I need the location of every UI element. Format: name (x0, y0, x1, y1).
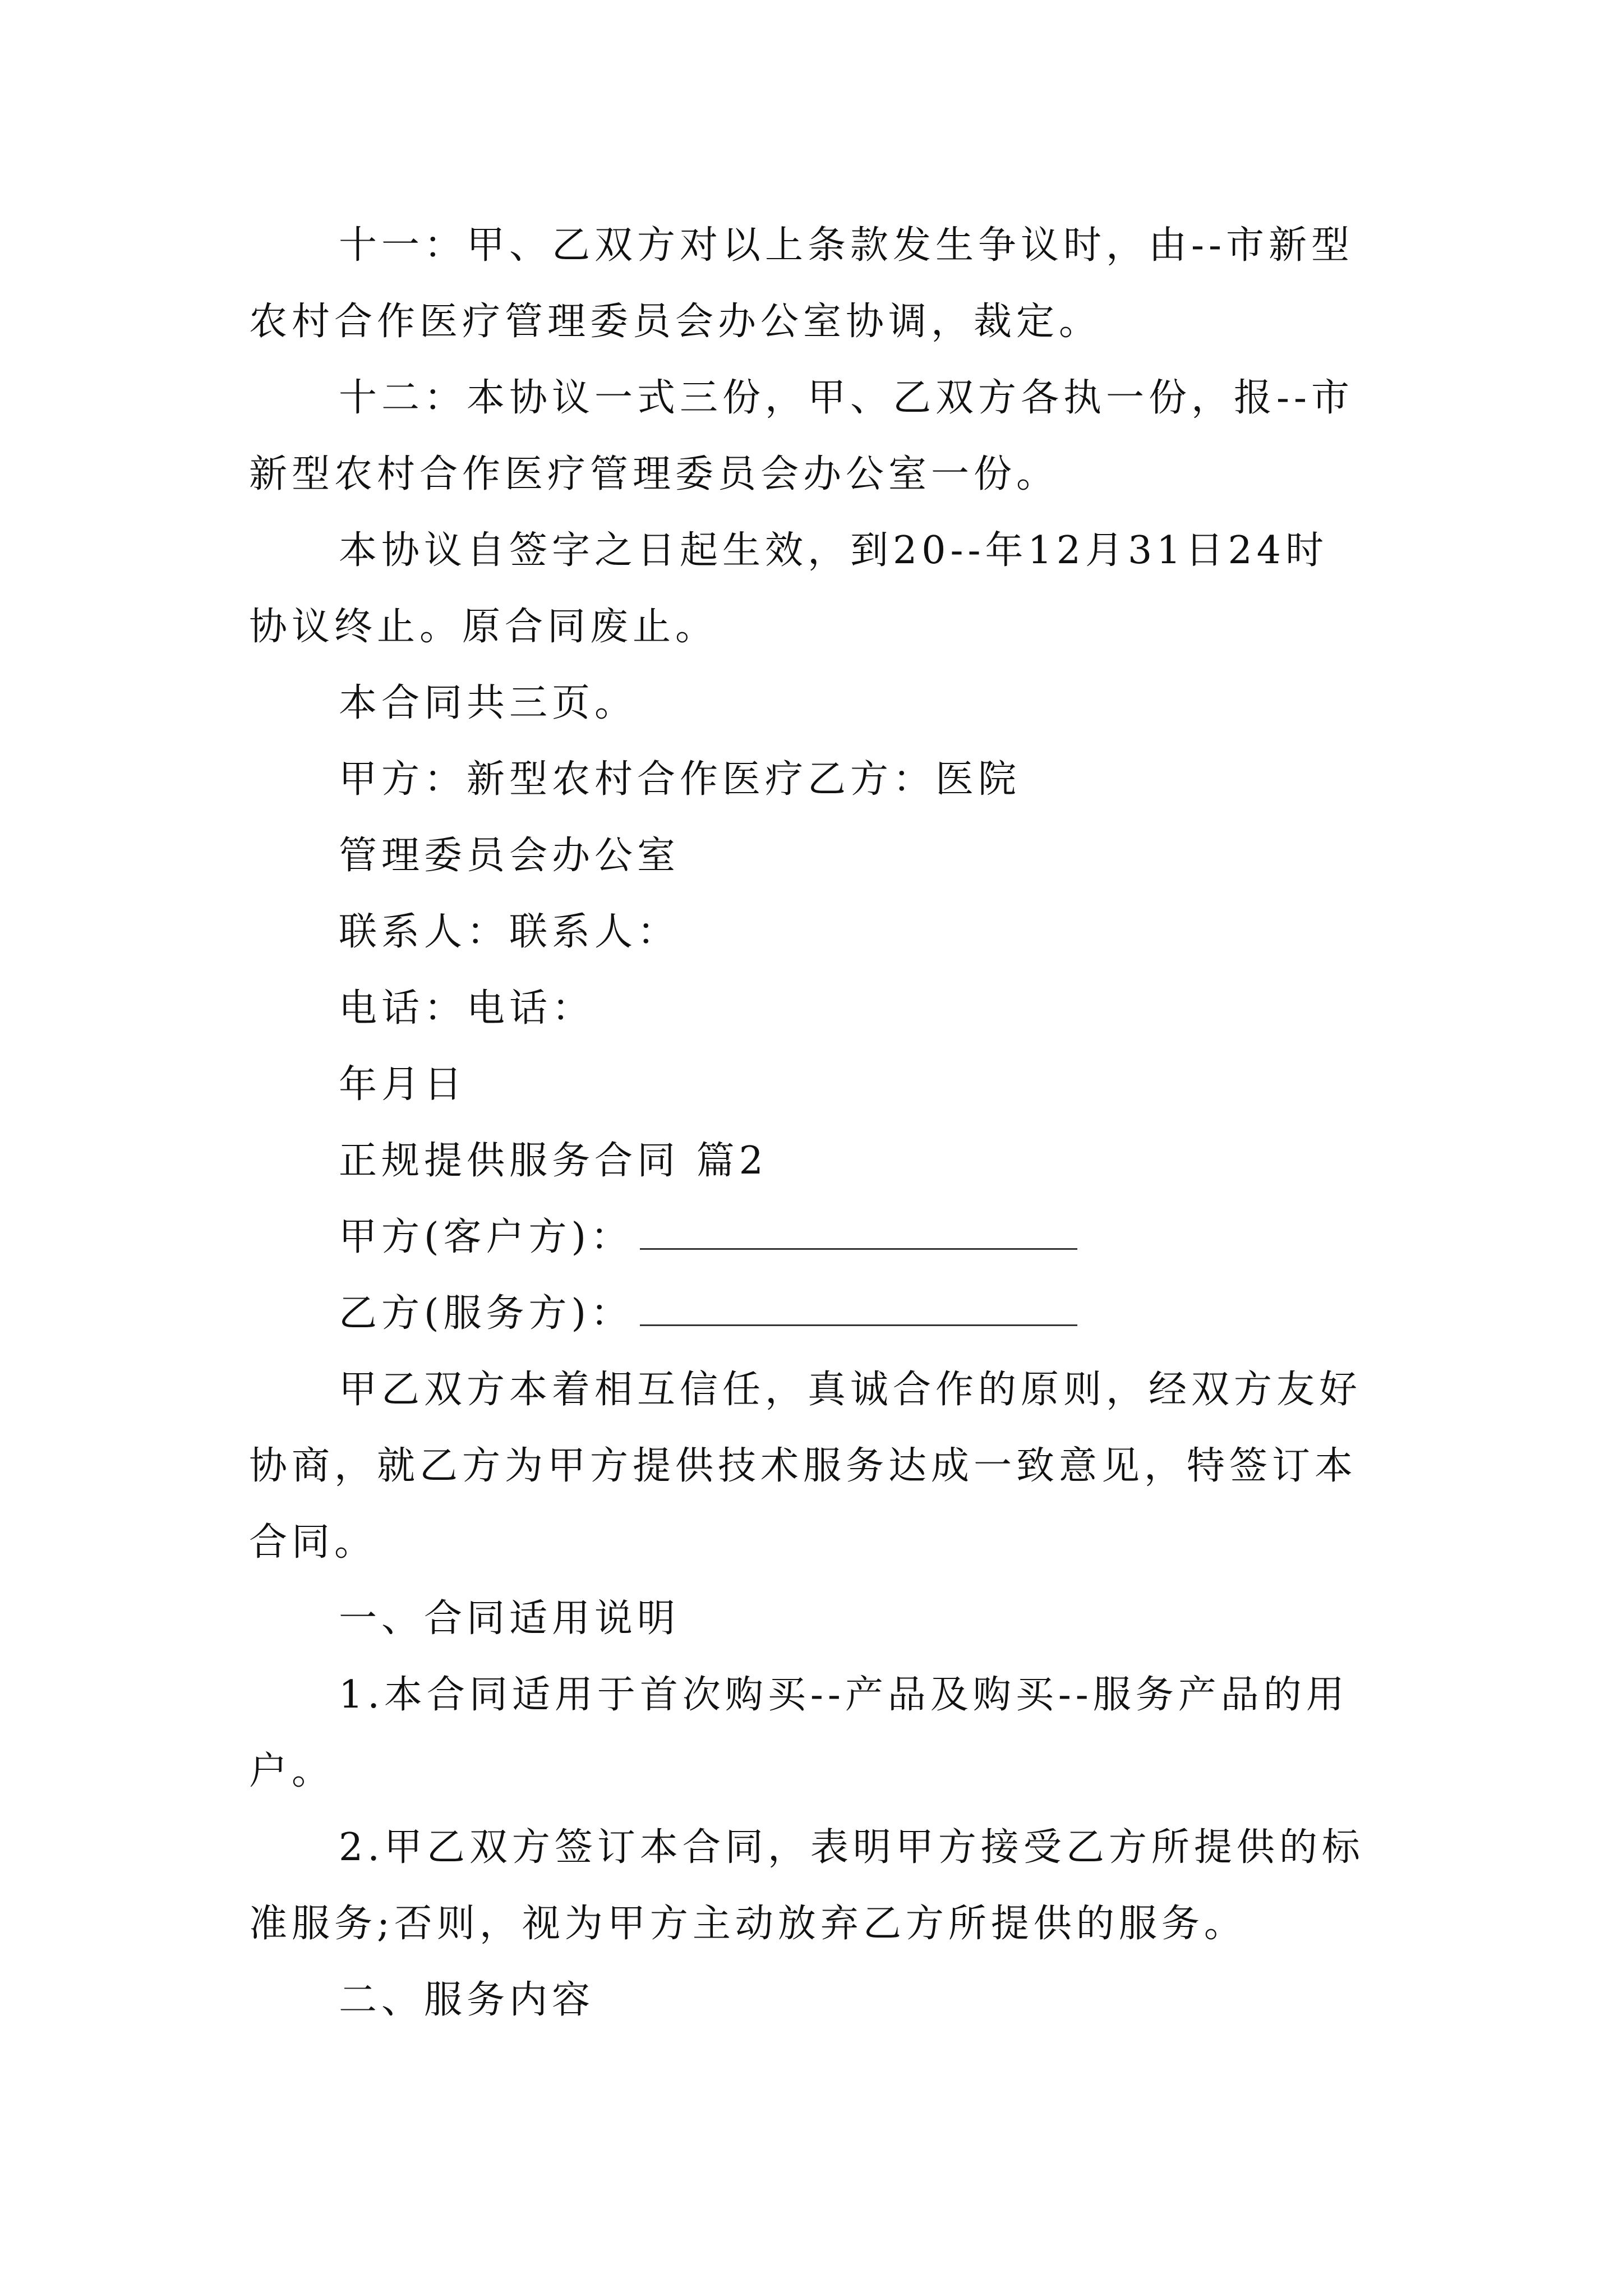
effective-line-1: 本协议自签字之日起生效，到20--年12月31日24时 (339, 528, 1329, 573)
party-b-service-row (339, 1291, 1077, 1336)
phone-line: 电话：电话： (339, 986, 595, 1030)
section-title: 正规提供服务合同 篇2 (339, 1139, 768, 1183)
party-a-line: 甲方：新型农村合作医疗乙方：医院 (339, 757, 1021, 802)
intro-line-2: 协商，就乙方为甲方提供技术服务达成一致意见，特签订本 (249, 1444, 1358, 1488)
heading-1: 一、合同适用说明 (339, 1596, 680, 1641)
party-a-line-2: 管理委员会办公室 (339, 834, 680, 878)
item-2-line-1: 2.甲乙双方签订本合同，表明甲方接受乙方所提供的标 (339, 1825, 1364, 1870)
contact-line: 联系人：联系人： (339, 910, 680, 954)
intro-line-1: 甲乙双方本着相互信任，真诚合作的原则，经双方友好 (339, 1368, 1362, 1412)
clause-11-line-2: 农村合作医疗管理委员会办公室协调，裁定。 (249, 300, 1102, 344)
pages-note: 本合同共三页。 (339, 681, 638, 725)
party-b-service-label: 乙方(服务方)： (339, 1291, 634, 1336)
item-1-line-1: 1.本合同适用于首次购买--产品及购买--服务产品的用 (339, 1673, 1349, 1717)
heading-2: 二、服务内容 (339, 1978, 595, 2022)
party-a-client-blank (640, 1246, 1077, 1250)
party-a-client-row (339, 1215, 1077, 1259)
item-1-line-2: 户。 (249, 1749, 335, 1793)
item-2-line-2: 准服务;否则，视为甲方主动放弃乙方所提供的服务。 (249, 1902, 1247, 1946)
clause-12-line-1: 十二：本协议一式三份，甲、乙双方各执一份，报--市 (339, 376, 1354, 420)
intro-line-3: 合同。 (249, 1520, 377, 1565)
party-a-client-label: 甲方(客户方)： (339, 1215, 634, 1259)
date-line: 年月日 (339, 1062, 467, 1107)
party-b-service-blank (640, 1322, 1077, 1326)
effective-line-2: 协议终止。原合同废止。 (249, 605, 718, 649)
clause-11-line-1: 十一：甲、乙双方对以上条款发生争议时，由--市新型 (339, 223, 1354, 268)
clause-12-line-2: 新型农村合作医疗管理委员会办公室一份。 (249, 452, 1059, 496)
